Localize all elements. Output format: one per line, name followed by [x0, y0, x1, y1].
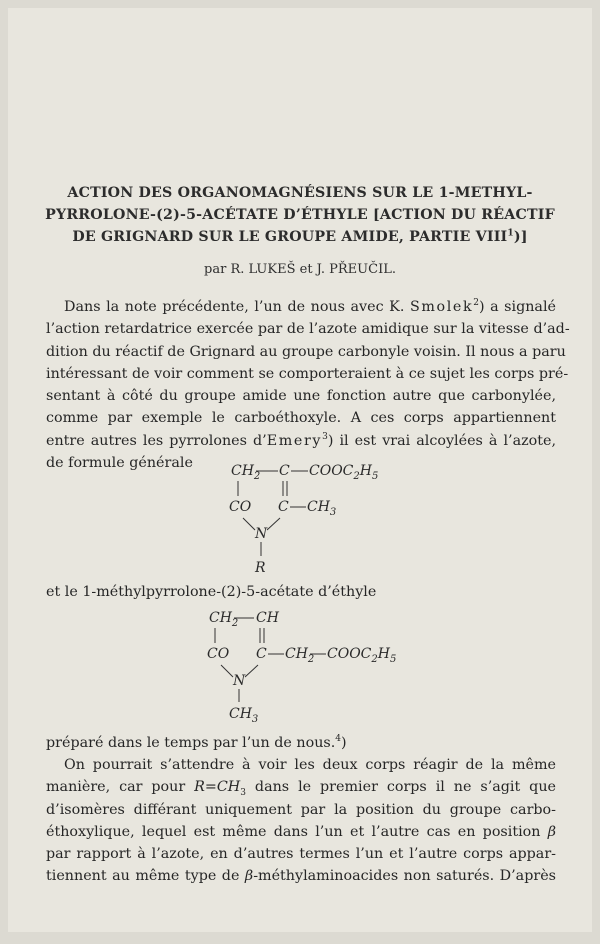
p1-line-6: comme par exemple le carboéthoxyle. A ces corps appartiennent [46, 410, 556, 427]
f2-bond-n-right [245, 665, 258, 677]
paragraph-2 [46, 754, 556, 888]
p2-line-5: par rapport à l’azote, en d’autres termes l’un et l’autre corps appar- [46, 846, 556, 863]
f2-c-chain: C [256, 646, 267, 662]
p2-line-3: d’isomères différant uniquement par la position du groupe carbo- [46, 801, 556, 818]
title-line-3: DE GRIGNARD SUR LE GROUPE AMIDE, PARTIE VIII$^1$)] [72, 228, 528, 245]
p1-line-5: sentant à côté du groupe amide une fonction autre que carbonylée, [46, 388, 556, 405]
p1-line-1: Dans la note précédente, l’un de nous avec K. Smolek$^2$) a signalé [64, 298, 556, 315]
p2-line-1: On pourrait s’attendre à voir les deux corps réagir de la même [64, 757, 556, 773]
f2-bond-n-left [221, 665, 233, 677]
text-between-formulas: et le 1-méthylpyrrolone-(2)-5-acétate d’éthyle [46, 584, 377, 600]
p1-line-7: entre autres les pyrrolones d’Emery$^3$) il est vrai alcoylées à l’azote, [46, 432, 556, 449]
f1-ch2: $CH_2$ [231, 463, 261, 482]
f1-c-right: C [278, 499, 289, 515]
f2-n: N [233, 673, 246, 689]
f2-cooc2h5: $COOC_2H_5$ [327, 646, 397, 665]
f1-ch3: $CH_3$ [307, 499, 337, 518]
p1-line-4: intéressant de voir comment se comporteraient à ce sujet les corps pré- [46, 365, 569, 382]
p2-line-6: tiennent au même type de β-méthylaminoacides non saturés. D’après [46, 868, 556, 885]
f2-co: CO [207, 646, 230, 662]
f1-r: R [255, 560, 266, 576]
f1-co: CO [229, 499, 252, 515]
prepared-line: préparé dans le temps par l’un de nous.$^4$) [46, 734, 347, 751]
f1-c-top: C [279, 463, 290, 479]
f1-n: N [255, 526, 268, 542]
p1-line-8: de formule générale [46, 455, 193, 472]
author-line: par R. LUKEŠ et J. PŘEUČIL. [204, 262, 396, 277]
f1-cooc2h5: $COOC_2H_5$ [309, 463, 379, 482]
f2-ch3: $CH_3$ [229, 706, 259, 725]
f2-ch2: $CH_2$ [209, 610, 239, 629]
p2-line-2: manière, car pour $R=CH_3$ dans le premier corps il ne s’agit que [46, 779, 556, 799]
p2-line-4: éthoxylique, lequel est même dans l’un et l’autre cas en position β [46, 823, 556, 840]
title-line-2: PYRROLONE-(2)-5-ACÉTATE D’ÉTHYLE [ACTION DU RÉACTIF [45, 207, 555, 223]
f2-ch: CH [256, 610, 279, 626]
title-line-1: ACTION DES ORGANOMAGNÉSIENS SUR LE 1-METHYL- [67, 185, 533, 201]
f2-chain-ch2: $CH_2$ [285, 646, 315, 665]
p1-line-3: dition du réactif de Grignard au groupe carbonyle voisin. Il nous a paru [46, 343, 566, 360]
p1-line-2: l’action retardatrice exercée par de l’azote amidique sur la vitesse d’ad- [46, 321, 570, 338]
